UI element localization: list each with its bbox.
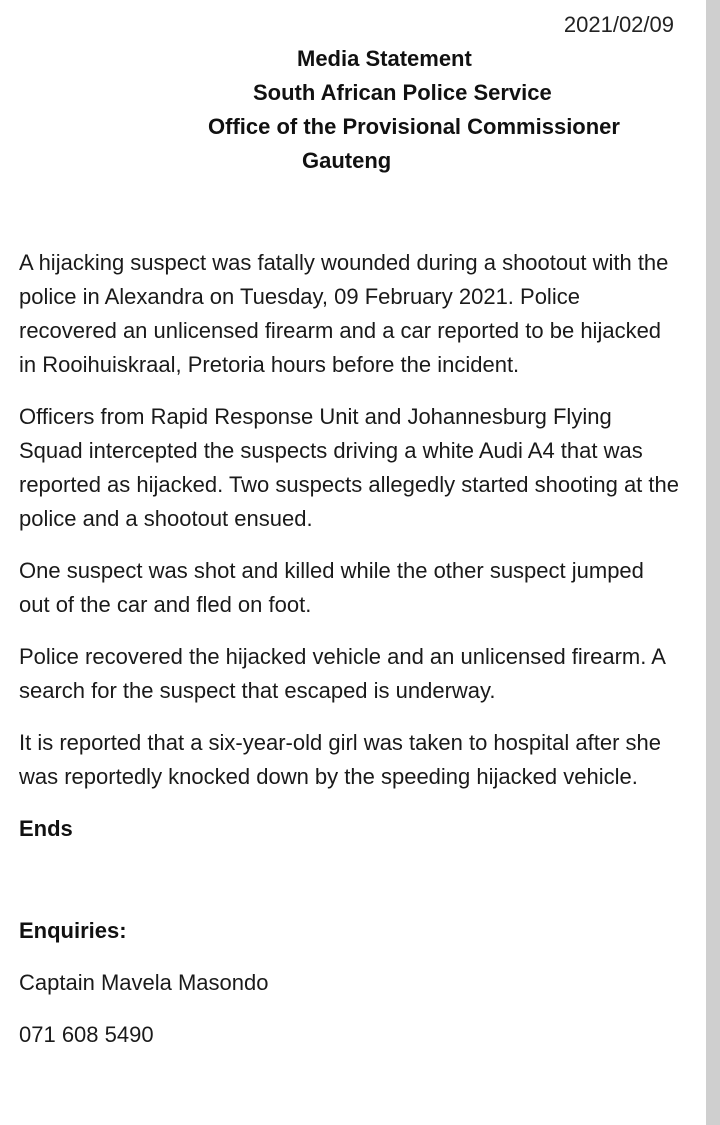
enquiries-label: Enquiries:: [19, 918, 127, 943]
header-media-statement: Media Statement: [297, 46, 472, 71]
contact-phone: 071 608 5490: [19, 1022, 154, 1047]
ends-label: Ends: [19, 816, 73, 841]
contact-name: Captain Mavela Masondo: [19, 970, 269, 995]
paragraph-1: A hijacking suspect was fatally wounded during a shootout with the police in Alexandra on Tuesday, 09 February 2021. Police recovered an unlicensed firearm and a car reported to be hijacked in Rooihuiskraal, Pretoria hours before the incident.: [19, 250, 669, 377]
header-organization: South African Police Service: [253, 80, 552, 105]
header-province: Gauteng: [302, 148, 392, 173]
paragraph-2: Officers from Rapid Response Unit and Johannesburg Flying Squad intercepted the suspects driving a white Audi A4 that was reported as hijacked. Two suspects allegedly started shooting at the police and a shootout ensued.: [19, 404, 679, 531]
paragraph-3: One suspect was shot and killed while the other suspect jumped out of the car and fled on foot.: [19, 558, 644, 617]
vertical-scrollbar[interactable]: [706, 0, 720, 1125]
statement-date: 2021/02/09: [563, 12, 674, 37]
header-office: Office of the Provisional Commissioner: [208, 114, 620, 139]
paragraph-4: Police recovered the hijacked vehicle and an unlicensed firearm. A search for the suspect that escaped is underway.: [19, 644, 665, 703]
blank-space: [19, 864, 679, 914]
statement-body: [19, 246, 679, 1070]
paragraph-5: It is reported that a six-year-old girl was taken to hospital after she was reportedly knocked down by the speeding hijacked vehicle.: [19, 730, 661, 789]
